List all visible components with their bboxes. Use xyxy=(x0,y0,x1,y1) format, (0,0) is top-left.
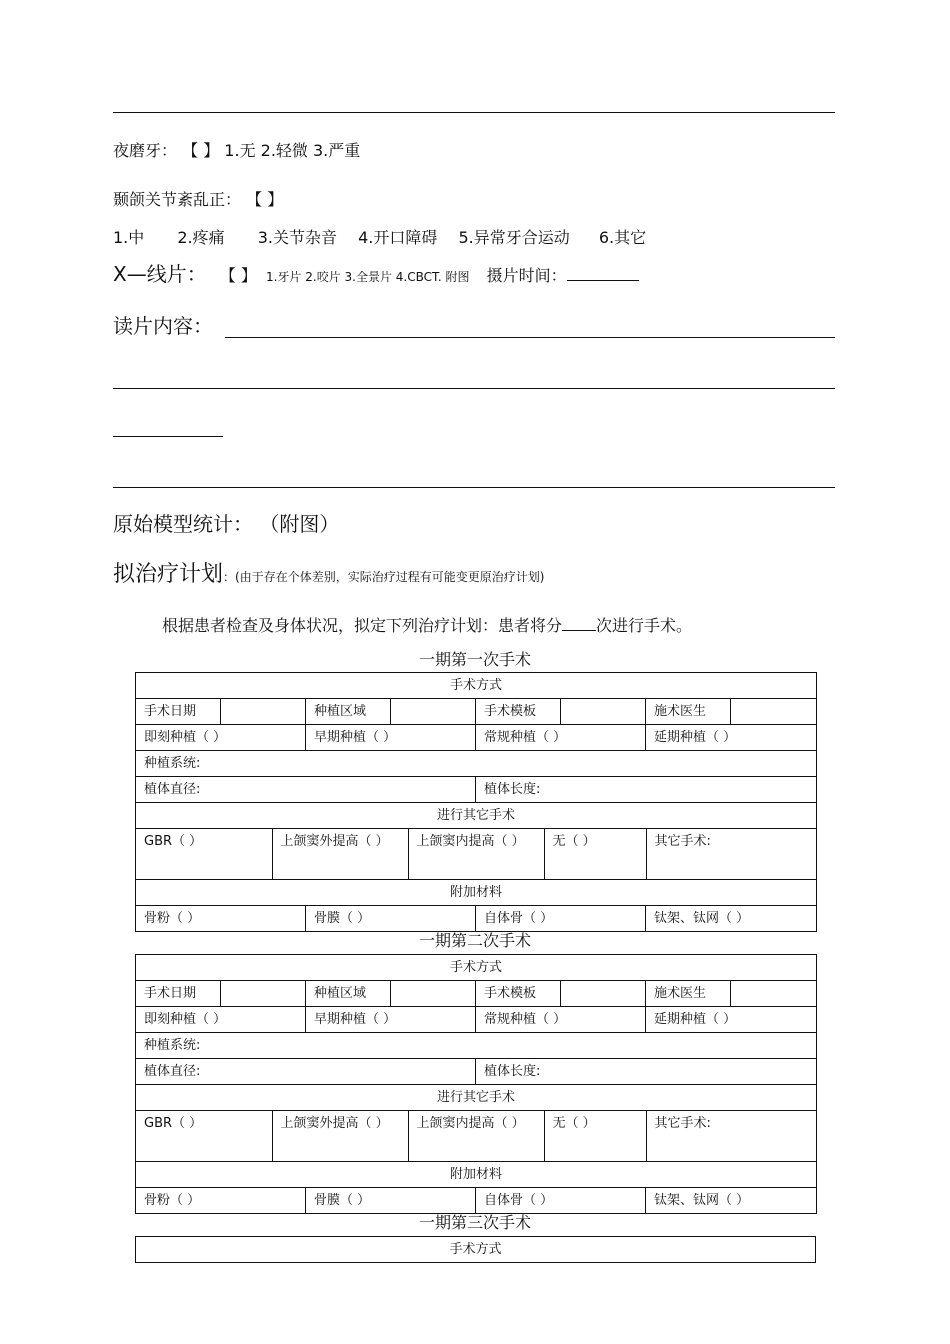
length-field[interactable]: 植体长度: xyxy=(476,1059,817,1085)
gbr-option[interactable]: GBR（ ） xyxy=(136,829,272,879)
xray-options: 1.牙片 2.咬片 3.全景片 4.CBCT. 附图 xyxy=(265,270,470,284)
plan-sentence-before: 根据患者检查及身体状况，拟定下列治疗计划：患者将分 xyxy=(162,616,563,635)
other-surgery-field[interactable]: 其它手术: xyxy=(654,1116,711,1131)
plan-sentence xyxy=(162,614,692,636)
membrane-option[interactable]: 骨膜（ ） xyxy=(306,1188,476,1214)
top-rule xyxy=(113,112,835,113)
sinus-external-option[interactable]: 上颌窦外提高（ ） xyxy=(272,829,408,879)
date-label: 手术日期 xyxy=(136,981,221,1007)
regular-option[interactable]: 常规种植（ ） xyxy=(476,1007,646,1033)
surgery-table-1 xyxy=(135,672,817,932)
plan-sentence-after: 次进行手术。 xyxy=(596,616,693,635)
template-label: 手术模板 xyxy=(476,699,561,725)
delayed-option[interactable]: 延期种植（ ） xyxy=(646,725,817,751)
plan-count-blank[interactable] xyxy=(562,614,596,631)
tmj-option: 3.关节杂音 xyxy=(257,228,338,247)
system-field[interactable]: 种植系统: xyxy=(136,751,817,777)
area-value[interactable] xyxy=(391,699,476,725)
reading-line-2[interactable] xyxy=(113,388,835,389)
model-stats-label: 原始模型统计： （附图） xyxy=(113,512,340,536)
date-value[interactable] xyxy=(221,981,306,1007)
immediate-option[interactable]: 即刻种植（ ） xyxy=(136,1007,306,1033)
diameter-field[interactable]: 植体直径: xyxy=(136,1059,476,1085)
date-value[interactable] xyxy=(221,699,306,725)
other-surgery-header: 进行其它手术 xyxy=(136,1085,817,1111)
tmj-options xyxy=(113,228,646,248)
gbr-option[interactable]: GBR（ ） xyxy=(136,1111,272,1161)
tmj-label: 颞颌关节紊乱正： xyxy=(113,190,242,209)
titanium-option[interactable]: 钛架、钛网（ ） xyxy=(646,906,817,932)
reading-line-3[interactable] xyxy=(113,436,223,437)
surgery-caption-2: 一期第二次手术 xyxy=(418,931,531,950)
reading-line-4[interactable] xyxy=(113,487,835,488)
method-header: 手术方式 xyxy=(136,1237,816,1263)
doctor-label: 施术医生 xyxy=(646,981,731,1007)
bruxism-line xyxy=(113,141,360,161)
bone-powder-option[interactable]: 骨粉（ ） xyxy=(136,1188,306,1214)
bruxism-label: 夜磨牙： xyxy=(113,141,178,160)
xray-line xyxy=(113,262,639,286)
materials-header: 附加材料 xyxy=(136,880,817,906)
bruxism-options: 1.无 2.轻微 3.严重 xyxy=(224,141,361,160)
other-surgery-field[interactable]: 其它手术: xyxy=(654,834,711,849)
surgery-table-2 xyxy=(135,954,817,1214)
system-field[interactable]: 种植系统: xyxy=(136,1033,817,1059)
area-label: 种植区域 xyxy=(306,981,391,1007)
reading-label: 读片内容： xyxy=(113,314,213,338)
plan-heading xyxy=(113,562,544,588)
early-option[interactable]: 早期种植（ ） xyxy=(306,1007,476,1033)
delayed-option[interactable]: 延期种植（ ） xyxy=(646,1007,817,1033)
tmj-option: 2.疼痛 xyxy=(177,228,225,247)
diameter-field[interactable]: 植体直径: xyxy=(136,777,476,803)
sinus-external-option[interactable]: 上颌窦外提高（ ） xyxy=(272,1111,408,1161)
plan-note: ：(由于存在个体差别，实际治疗过程有可能变更原治疗计划) xyxy=(223,570,545,584)
doctor-value[interactable] xyxy=(731,699,817,725)
reading-line-1[interactable] xyxy=(225,337,835,338)
length-field[interactable]: 植体长度: xyxy=(476,777,817,803)
method-header: 手术方式 xyxy=(136,955,817,981)
method-header: 手术方式 xyxy=(136,673,817,699)
surgery-table-3 xyxy=(135,1236,816,1263)
doctor-value[interactable] xyxy=(731,981,817,1007)
bone-powder-option[interactable]: 骨粉（ ） xyxy=(136,906,306,932)
sinus-internal-option[interactable]: 上颌窦内提高（ ） xyxy=(408,1111,544,1161)
xray-time-blank[interactable] xyxy=(567,264,639,281)
tmj-option: 4.开口障碍 xyxy=(358,228,438,247)
membrane-option[interactable]: 骨膜（ ） xyxy=(306,906,476,932)
immediate-option[interactable]: 即刻种植（ ） xyxy=(136,725,306,751)
none-option[interactable]: 无（ ） xyxy=(544,1111,646,1161)
surgery-caption-1: 一期第一次手术 xyxy=(418,650,531,669)
template-value[interactable] xyxy=(561,699,646,725)
bruxism-bracket: 【 】 xyxy=(182,141,220,160)
tmj-line xyxy=(113,190,283,210)
autogenous-option[interactable]: 自体骨（ ） xyxy=(476,906,646,932)
date-label: 手术日期 xyxy=(136,699,221,725)
none-option[interactable]: 无（ ） xyxy=(544,829,646,879)
tmj-option: 1.中 xyxy=(113,228,145,247)
xray-bracket: 【 】 xyxy=(219,266,257,285)
template-label: 手术模板 xyxy=(476,981,561,1007)
xray-time-label: 摄片时间： xyxy=(486,266,567,285)
tmj-option: 6.其它 xyxy=(598,228,647,247)
other-surgery-header: 进行其它手术 xyxy=(136,803,817,829)
materials-header: 附加材料 xyxy=(136,1162,817,1188)
plan-title: 拟治疗计划 xyxy=(113,562,224,587)
autogenous-option[interactable]: 自体骨（ ） xyxy=(476,1188,646,1214)
titanium-option[interactable]: 钛架、钛网（ ） xyxy=(646,1188,817,1214)
area-value[interactable] xyxy=(391,981,476,1007)
tmj-bracket: 【 】 xyxy=(246,190,284,209)
doctor-label: 施术医生 xyxy=(646,699,731,725)
xray-label: X—线片： xyxy=(113,262,207,286)
regular-option[interactable]: 常规种植（ ） xyxy=(476,725,646,751)
area-label: 种植区域 xyxy=(306,699,391,725)
tmj-option: 5.异常牙合运动 xyxy=(458,228,570,247)
early-option[interactable]: 早期种植（ ） xyxy=(306,725,476,751)
surgery-caption-3: 一期第三次手术 xyxy=(418,1213,531,1232)
template-value[interactable] xyxy=(561,981,646,1007)
sinus-internal-option[interactable]: 上颌窦内提高（ ） xyxy=(408,829,544,879)
